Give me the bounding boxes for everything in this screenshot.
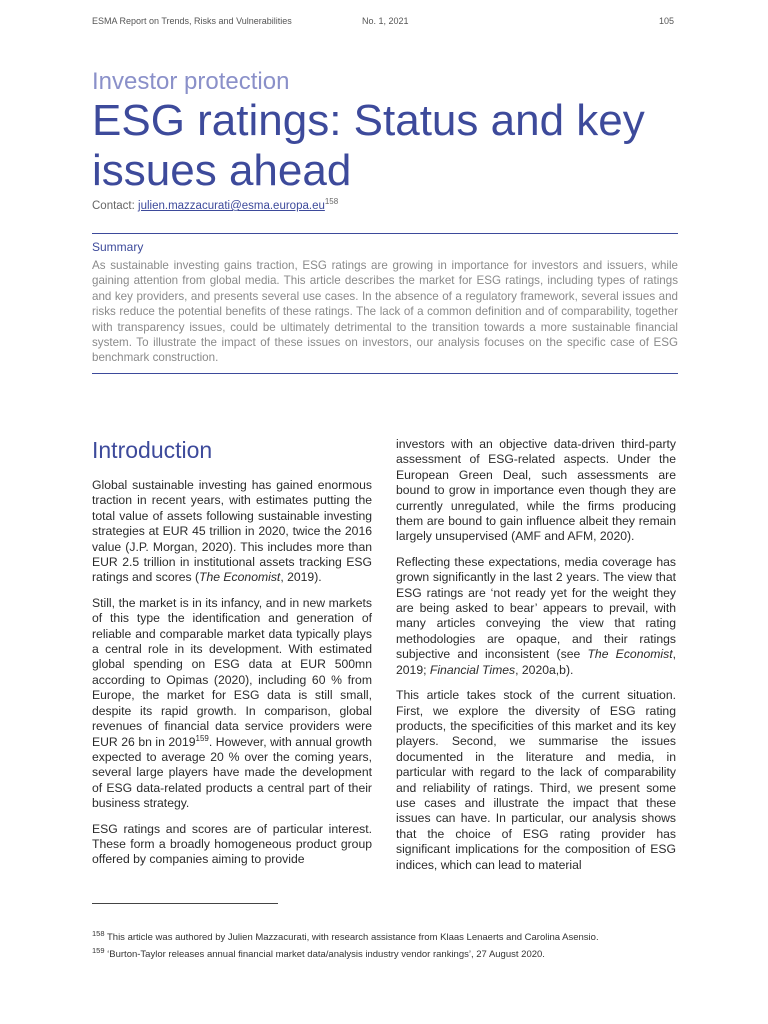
introduction-heading: Introduction <box>92 437 213 463</box>
footnote-158: $^{158}$ This article was authored by Julien Mazzacurati, with research assistance from Klaas Lenaerts and Carolina Asensio. <box>92 929 599 944</box>
report-title: ESMA Report on Trends, Risks and Vulnerabilities <box>92 16 292 26</box>
summary-text: As sustainable investing gains traction, ESG ratings are growing in importance for investors and issuers, while gaining attention from global media. This article describes the market for ESG ratings, including types of ratings and key providers, and presents several use cases. In the absence of a regulatory framework, several issues and risks reduce the potential benefits of these ratings. The lack of a common definition and of comparability, together with transparency issues, could be ultimately detrimental to the transition towards a more sustainable financial system. To illustrate the impact of these issues on investors, our analysis focuses on the specific case of ESG benchmark construction. <box>92 259 678 365</box>
page-number: 105 <box>658 16 674 26</box>
footnotes <box>92 927 678 961</box>
intro-paragraph-1: Global sustainable investing has gained enormous traction in recent years, with estimates putting the total value of assets following sustainable investing strategies at EUR 45 trillion in 2020, twice the 2016 value (J.P. Morgan, 2020). This includes more than EUR 2.5 trillion in institutional assets tracking ESG ratings and scores (The Economist, 2019). <box>92 478 372 585</box>
intro-paragraph-6: This article takes stock of the current situation. First, we explore the diversity of ESG rating products, the specificities of this market and its key players. Second, we summarise the issues documented in the literature and media, in particular with regard to the lack of comparability and reliability of ratings. Third, we present some use cases and illustrate the impact that these issues can have. In particular, our analysis shows that the choice of ESG rating provider has significant implications for the composition of ESG indices, which can lead to material <box>396 688 676 872</box>
summary-bottom-rule <box>92 373 678 374</box>
footnote-ref-159[interactable]: 159 <box>195 733 209 743</box>
intro-paragraph-4: investors with an objective data-driven third-party assessment of ESG-related aspects. Under the European Green Deal, such assessments are bound to grow in importance even though they are currently unregulated, while the firms producing them are bound to gain influence albeit they remain largely unsupervised (AMF and AFM, 2020). <box>396 437 676 544</box>
issue-number: No. 1, 2021 <box>362 16 409 26</box>
page-header <box>92 16 674 28</box>
intro-paragraph-2: Still, the market is in its infancy, and in new markets of this type the identification and generation of reliable and comparable market data typically plays a central role in its development. With estimated global spending on ESG data at EUR 500mn according to Opimas (2020), including 60 % from Europe, the market for ESG data is still small, despite its rapid growth. In comparison, global revenues of financial data service providers were EUR 26 bn in 2019$^{159}$. However, with annual growth expected to average 20 % over the coming years, several large players have made the development of ESG data-related products a central part of their business strategy. <box>92 595 372 811</box>
section-label: Investor protection <box>92 68 290 95</box>
intro-paragraph-5: Reflecting these expectations, media coverage has grown significantly in the last 2 years. The view that ESG ratings are ‘not ready yet for the weight they are being asked to bear’ appears to prevail, with many articles conveying the view that rating methodologies are opaque, and their ratings subjective and inconsistent (see The Economist, 2019; Financial Times, 2020a,b). <box>396 554 676 677</box>
right-column <box>396 437 676 883</box>
article-title: ESG ratings: Status and key issues ahead <box>92 96 645 195</box>
summary-heading: Summary <box>92 240 144 254</box>
footnote-ref-158[interactable]: 158 <box>324 197 339 206</box>
contact-label: Contact: <box>92 199 135 212</box>
contact-email-link[interactable]: julien.mazzacurati@esma.europa.eu <box>138 199 325 212</box>
intro-paragraph-3: ESG ratings and scores are of particular interest. These form a broadly homogeneous product group offered by companies aiming to provide <box>92 821 372 867</box>
contact-line <box>92 197 338 212</box>
left-column <box>92 436 372 878</box>
footnote-separator <box>92 903 278 904</box>
summary-top-rule <box>92 233 678 234</box>
footnote-159: $^{159}$ ‘Burton-Taylor releases annual financial market data/analysis industry vendor rankings’, 27 August 2020. <box>92 946 545 961</box>
